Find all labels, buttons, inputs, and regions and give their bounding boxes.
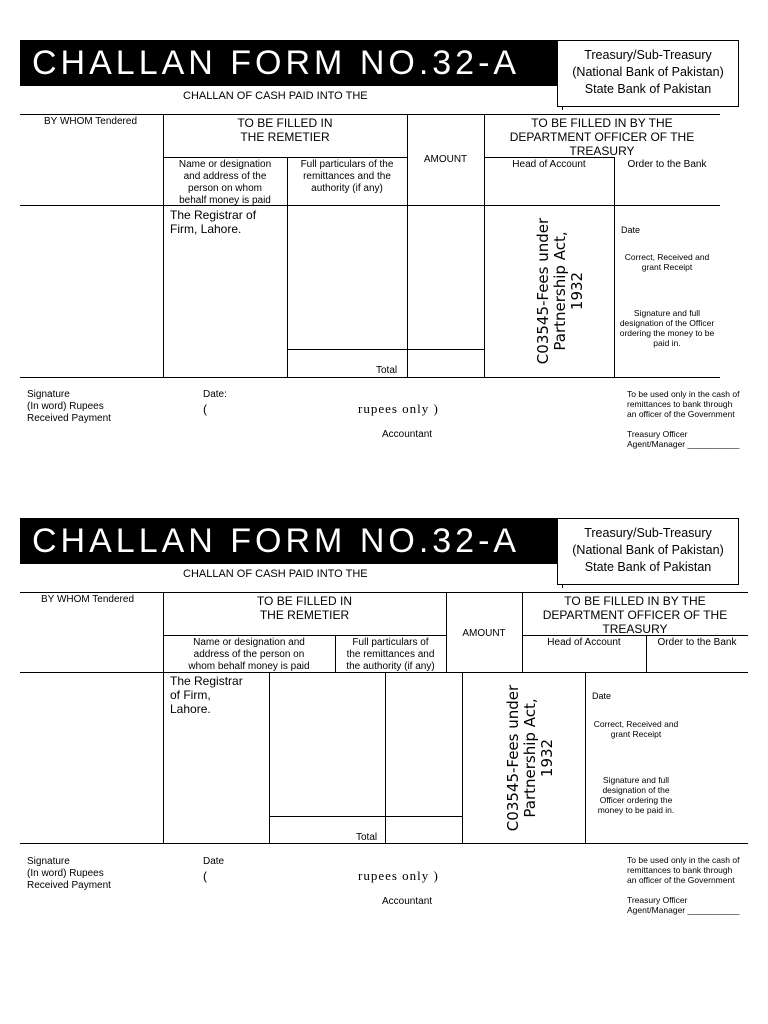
col-line-5 — [585, 672, 586, 843]
date-label: Date — [203, 856, 225, 867]
total-line — [269, 816, 462, 817]
by-whom-label: BY WHOM Tendered — [41, 594, 135, 605]
name-designation-heading: Name or designation and address of the person on whom behalf money is paid — [188, 637, 310, 672]
signature-designation: Signature and full designation of the Officer ordering the money to be paid in. — [597, 775, 675, 815]
table-top-line — [20, 592, 748, 593]
table-top-line — [20, 114, 720, 115]
remetier-heading: TO BE FILLED IN THE REMETIER — [237, 116, 333, 144]
rupees-only: rupees only ) — [358, 401, 439, 416]
table-bottom-line — [20, 377, 720, 378]
account-code: C03545-Fees under Partnership Act, 1932 — [534, 217, 586, 365]
accountant-label: Accountant — [382, 896, 433, 907]
signature-block: Signature (In word) Rupees Received Payment — [27, 389, 111, 424]
col-line-3 — [385, 672, 386, 843]
date-cell: Date — [621, 225, 641, 235]
open-paren: ( — [203, 402, 207, 416]
signature-block: Signature (In word) Rupees Received Payment — [27, 856, 111, 891]
full-particulars-heading: Full particulars of the remittances and the authority (if any) — [346, 637, 435, 672]
col-line-4 — [462, 672, 463, 843]
amount-heading: AMOUNT — [423, 154, 468, 165]
treasury-officer: Treasury Officer Agent/Manager ___________ — [627, 895, 740, 915]
remetier-heading: TO BE FILLED IN THE REMETIER — [256, 594, 353, 622]
treasury-box — [557, 518, 739, 585]
total-label: Total — [356, 832, 378, 843]
col-line-1 — [163, 592, 164, 843]
form-title: CHALLAN FORM NO.32-A — [20, 40, 562, 86]
header-bottom-line — [20, 205, 720, 206]
department-heading: TO BE FILLED IN BY THE DEPARTMENT OFFICER OF THE TREASURY — [509, 116, 695, 158]
by-whom-label: BY WHOM Tendered — [44, 116, 138, 127]
col-line-2 — [269, 672, 270, 843]
treasury-box-text: Treasury/Sub-Treasury (National Bank of Pakistan) State Bank of Pakistan — [572, 48, 724, 96]
form-subtitle: CHALLAN OF CASH PAID INTO THE — [183, 568, 368, 580]
head-of-account-heading: Head of Account — [512, 159, 586, 170]
treasury-officer: Treasury Officer Agent/Manager ___________ — [627, 429, 740, 449]
signature-designation: Signature and full designation of the Officer ordering the money to be paid in. — [619, 308, 715, 348]
total-line — [287, 349, 484, 350]
name-designation-heading: Name or designation and address of the person on whom behalf money is paid — [178, 159, 272, 206]
table-bottom-line — [20, 843, 748, 844]
correct-received: Correct, Received and grant Receipt — [624, 252, 710, 272]
amount-heading: AMOUNT — [462, 628, 506, 639]
remetier-sub-line — [163, 635, 446, 636]
order-to-bank-heading: Order to the Bank — [627, 159, 707, 170]
total-label: Total — [376, 365, 398, 376]
full-particulars-heading: Full particulars of the remittances and the authority (if any) — [300, 159, 394, 194]
head-of-account-heading: Head of Account — [547, 637, 621, 648]
date-label: Date: — [203, 389, 227, 400]
rupees-only: rupees only ) — [358, 868, 439, 883]
account-code: C03545-Fees under Partnership Act, 1932 — [504, 684, 556, 832]
payee-text: The Registrar of Firm, Lahore. — [170, 674, 243, 716]
form-subtitle: CHALLAN OF CASH PAID INTO THE — [183, 90, 368, 102]
correct-received: Correct, Received and grant Receipt — [593, 719, 679, 739]
accountant-label: Accountant — [382, 429, 433, 440]
used-only-note: To be used only in the cash of remittances to bank through an officer of the Government — [627, 389, 740, 419]
order-to-bank-heading: Order to the Bank — [657, 637, 737, 648]
treasury-box-text: Treasury/Sub-Treasury (National Bank of Pakistan) State Bank of Pakistan — [572, 526, 724, 574]
form-title: CHALLAN FORM NO.32-A — [20, 518, 562, 564]
col-line-1 — [163, 114, 164, 377]
department-heading: TO BE FILLED IN BY THE DEPARTMENT OFFICER OF THE TREASURY — [542, 594, 728, 636]
date-cell: Date — [592, 691, 612, 701]
used-only-note: To be used only in the cash of remittances to bank through an officer of the Government — [627, 855, 740, 885]
treasury-box — [557, 40, 739, 107]
open-paren: ( — [203, 869, 207, 883]
payee-text: The Registrar of Firm, Lahore. — [170, 208, 257, 236]
remetier-sub-line — [163, 157, 407, 158]
